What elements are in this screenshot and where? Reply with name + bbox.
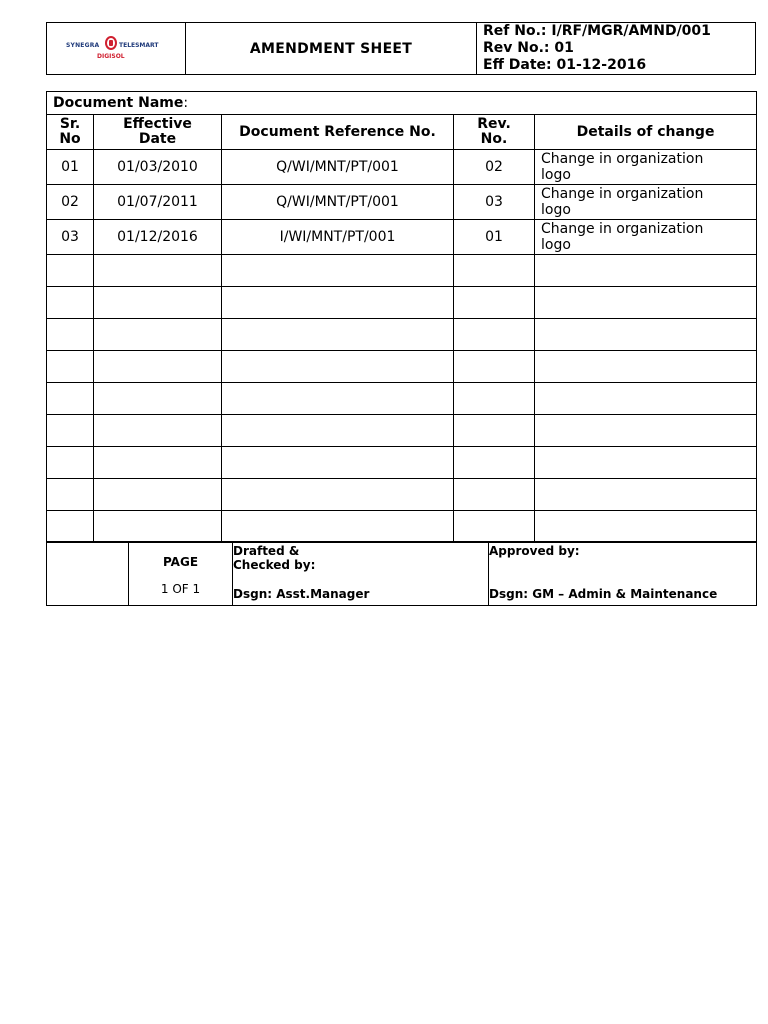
table-row xyxy=(47,185,757,220)
document-ref-info xyxy=(477,23,756,75)
empty-cell[interactable] xyxy=(535,479,757,511)
empty-cell[interactable] xyxy=(94,511,222,543)
col-header-doc-ref: Document Reference No. xyxy=(222,115,454,150)
cell-sr-no[interactable]: 01 xyxy=(47,150,94,185)
approved-label: Approved by: xyxy=(489,544,580,558)
drafted-designation: Dsgn: Asst.Manager xyxy=(233,587,370,601)
empty-cell[interactable] xyxy=(94,287,222,319)
logo-text-right: TELESMART xyxy=(119,41,159,49)
empty-cell[interactable] xyxy=(47,351,94,383)
empty-cell[interactable] xyxy=(94,351,222,383)
table-row xyxy=(47,150,757,185)
col-header-rev-no-line1: Rev. xyxy=(477,116,511,132)
empty-cell[interactable] xyxy=(47,415,94,447)
cell-rev-no[interactable]: 03 xyxy=(454,185,535,220)
cell-details-line1: Change in organization xyxy=(541,221,704,237)
page-number: 1 OF 1 xyxy=(160,582,201,596)
col-header-details: Details of change xyxy=(535,115,757,150)
amendment-table xyxy=(46,91,757,543)
cell-details-line1: Change in organization xyxy=(541,186,704,202)
document-header xyxy=(46,22,756,75)
empty-cell[interactable] xyxy=(94,447,222,479)
empty-cell[interactable] xyxy=(222,287,454,319)
cell-rev-no[interactable]: 01 xyxy=(454,220,535,255)
document-name-colon: : xyxy=(183,95,189,111)
empty-cell[interactable] xyxy=(222,351,454,383)
empty-table-row xyxy=(47,415,757,447)
company-logo-cell xyxy=(47,23,186,75)
empty-table-row xyxy=(47,287,757,319)
logo-text-left: SYNEGRA xyxy=(66,41,100,49)
cell-details[interactable] xyxy=(535,220,757,255)
empty-cell[interactable] xyxy=(222,415,454,447)
empty-cell[interactable] xyxy=(454,447,535,479)
empty-cell[interactable] xyxy=(222,383,454,415)
effective-date: Eff Date: 01-12-2016 xyxy=(483,57,647,73)
empty-table-row xyxy=(47,511,757,543)
table-header-row xyxy=(47,115,757,150)
table-row xyxy=(47,220,757,255)
empty-cell[interactable] xyxy=(535,415,757,447)
empty-cell[interactable] xyxy=(47,319,94,351)
empty-cell[interactable] xyxy=(222,447,454,479)
empty-cell[interactable] xyxy=(454,415,535,447)
col-header-sr-no xyxy=(47,115,94,150)
approved-designation: Dsgn: GM – Admin & Maintenance xyxy=(489,587,718,601)
empty-table-row xyxy=(47,351,757,383)
empty-cell[interactable] xyxy=(47,383,94,415)
cell-doc-ref[interactable]: Q/WI/MNT/PT/001 xyxy=(222,150,454,185)
drafted-label-line1: Drafted & xyxy=(233,544,300,558)
empty-cell[interactable] xyxy=(535,383,757,415)
logo-mark-icon xyxy=(105,36,117,50)
cell-details-line1: Change in organization xyxy=(541,151,704,167)
approved-by-cell[interactable] xyxy=(489,542,757,606)
empty-cell[interactable] xyxy=(222,479,454,511)
document-name-cell[interactable] xyxy=(47,92,757,115)
empty-cell[interactable] xyxy=(535,287,757,319)
drafted-by-cell[interactable] xyxy=(233,542,489,606)
empty-table-row xyxy=(47,383,757,415)
empty-cell[interactable] xyxy=(454,319,535,351)
empty-cell[interactable] xyxy=(94,383,222,415)
empty-cell[interactable] xyxy=(222,511,454,543)
cell-sr-no[interactable]: 02 xyxy=(47,185,94,220)
company-logo xyxy=(66,32,166,62)
empty-cell[interactable] xyxy=(454,383,535,415)
empty-cell[interactable] xyxy=(94,479,222,511)
col-header-effective-date xyxy=(94,115,222,150)
footer-blank-cell xyxy=(47,542,129,606)
logo-text-bottom: DIGISOL xyxy=(97,52,125,60)
empty-cell[interactable] xyxy=(454,255,535,287)
empty-cell[interactable] xyxy=(47,479,94,511)
empty-cell[interactable] xyxy=(454,287,535,319)
empty-cell[interactable] xyxy=(454,511,535,543)
empty-cell[interactable] xyxy=(47,447,94,479)
empty-table-row xyxy=(47,319,757,351)
cell-effective-date[interactable]: 01/12/2016 xyxy=(94,220,222,255)
document-name-row xyxy=(47,92,757,115)
cell-details-line2: logo xyxy=(541,202,571,218)
document-title: AMENDMENT SHEET xyxy=(186,23,477,75)
col-header-effective-date-line1: Effective xyxy=(123,116,192,132)
col-header-effective-date-line2: Date xyxy=(138,131,177,147)
empty-cell[interactable] xyxy=(454,351,535,383)
empty-cell[interactable] xyxy=(222,319,454,351)
ref-number: Ref No.: I/RF/MGR/AMND/001 xyxy=(483,23,711,39)
cell-details-line2: logo xyxy=(541,237,571,253)
col-header-rev-no-line2: No. xyxy=(480,131,508,147)
empty-cell[interactable] xyxy=(535,255,757,287)
empty-cell[interactable] xyxy=(535,351,757,383)
col-header-rev-no xyxy=(454,115,535,150)
empty-cell[interactable] xyxy=(535,319,757,351)
document-name-label: Document Name xyxy=(53,95,184,111)
empty-table-row xyxy=(47,255,757,287)
cell-details[interactable] xyxy=(535,150,757,185)
cell-effective-date[interactable]: 01/07/2011 xyxy=(94,185,222,220)
empty-cell[interactable] xyxy=(535,447,757,479)
empty-table-row xyxy=(47,479,757,511)
empty-cell[interactable] xyxy=(454,479,535,511)
empty-cell[interactable] xyxy=(94,319,222,351)
cell-details-line2: logo xyxy=(541,167,571,183)
drafted-label-line2: Checked by: xyxy=(233,558,316,572)
cell-rev-no[interactable]: 02 xyxy=(454,150,535,185)
document-footer xyxy=(46,541,757,606)
empty-cell[interactable] xyxy=(94,255,222,287)
page-label: PAGE xyxy=(162,555,199,569)
empty-cell[interactable] xyxy=(47,287,94,319)
empty-cell[interactable] xyxy=(94,415,222,447)
empty-cell[interactable] xyxy=(222,255,454,287)
cell-details[interactable] xyxy=(535,185,757,220)
cell-sr-no[interactable]: 03 xyxy=(47,220,94,255)
rev-number: Rev No.: 01 xyxy=(483,40,574,56)
cell-doc-ref[interactable]: I/WI/MNT/PT/001 xyxy=(222,220,454,255)
cell-doc-ref[interactable]: Q/WI/MNT/PT/001 xyxy=(222,185,454,220)
col-header-sr-no-line2: No xyxy=(59,131,81,147)
empty-cell[interactable] xyxy=(47,511,94,543)
empty-cell[interactable] xyxy=(47,255,94,287)
page-info-cell xyxy=(129,542,233,606)
col-header-sr-no-line1: Sr. xyxy=(59,116,81,132)
cell-effective-date[interactable]: 01/03/2010 xyxy=(94,150,222,185)
empty-cell[interactable] xyxy=(535,511,757,543)
empty-table-row xyxy=(47,447,757,479)
